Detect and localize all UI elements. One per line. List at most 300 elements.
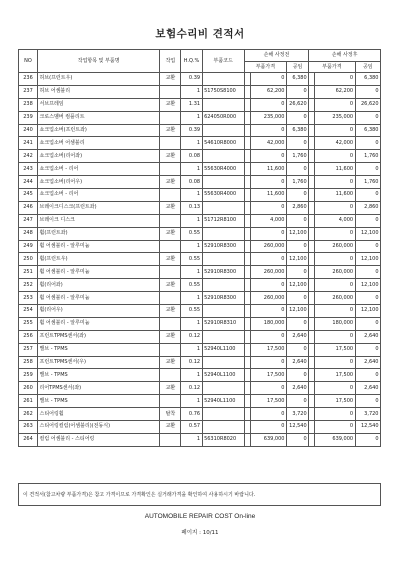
footnote: 이 견적서(참고차량 부품가격)은 참고 가격이므로 가격확인은 실거래가격을 확인하여 사용하시기 바랍니다. [18, 483, 381, 506]
row-hq: 1.31 [181, 98, 202, 111]
row-hq: 1 [181, 85, 202, 98]
row-hq: 0.76 [181, 408, 202, 421]
row-code: 52910R8300 [202, 292, 244, 305]
row-no: 251 [19, 266, 38, 279]
row-no: 255 [19, 317, 38, 330]
row-no: 242 [19, 150, 38, 163]
row-parts-after: 639,000 [315, 433, 355, 446]
row-code: 52910R8300 [202, 240, 244, 253]
row-item: 휠(리어우) [37, 305, 159, 318]
row-parts-after: 11,600 [315, 163, 355, 176]
row-labor-before: 6,380 [286, 73, 308, 86]
row-code [202, 330, 244, 343]
row-work [160, 433, 181, 446]
row-labor-before: 2,640 [286, 330, 308, 343]
row-work [160, 214, 181, 227]
row-labor-before: 26,620 [286, 98, 308, 111]
row-work: 교환 [160, 73, 181, 86]
row-parts-before: 180,000 [251, 317, 287, 330]
row-no: 250 [19, 253, 38, 266]
row-parts-before: 42,000 [251, 137, 287, 150]
row-work [160, 189, 181, 202]
row-parts-before: 0 [251, 176, 287, 189]
row-item: 쇼크업소버 - 리어 [37, 163, 159, 176]
row-code: 51712R8100 [202, 214, 244, 227]
row-work [160, 317, 181, 330]
row-parts-after: 0 [315, 201, 355, 214]
header-before-labor: 공임 [286, 62, 308, 73]
row-work: 교환 [160, 279, 181, 292]
row-work: 교환 [160, 356, 181, 369]
row-labor-before: 1,760 [286, 176, 308, 189]
row-work [160, 343, 181, 356]
row-parts-before: 235,000 [251, 111, 287, 124]
row-no: 240 [19, 124, 38, 137]
row-parts-after: 0 [315, 227, 355, 240]
row-parts-before: 639,000 [251, 433, 287, 446]
row-labor-before: 0 [286, 163, 308, 176]
table-row [19, 85, 381, 98]
row-work [160, 395, 181, 408]
row-work [160, 369, 181, 382]
row-work: 교환 [160, 176, 181, 189]
row-item: 휠 어셈블리 - 알루미늄 [37, 317, 159, 330]
row-item: 스티어링컬럼(어셈블리)(전동식) [37, 421, 159, 434]
row-item: 허브 어셈블리 [37, 85, 159, 98]
header-before-parts: 부품가격 [244, 62, 286, 73]
row-parts-before: 0 [251, 408, 287, 421]
row-labor-after: 1,760 [355, 150, 380, 163]
row-hq: 1 [181, 292, 202, 305]
row-parts-before: 4,000 [251, 214, 287, 227]
table-row [19, 266, 381, 279]
table-row [19, 382, 381, 395]
row-hq: 0.12 [181, 330, 202, 343]
row-hq: 1 [181, 240, 202, 253]
row-labor-after: 3,720 [355, 408, 380, 421]
row-work: 교환 [160, 253, 181, 266]
row-parts-before: 62,200 [251, 85, 287, 98]
row-parts-before: 0 [251, 98, 287, 111]
document-title: 보험수리비 견적서 [155, 28, 245, 40]
row-no: 241 [19, 137, 38, 150]
row-hq: 0.57 [181, 421, 202, 434]
row-work: 교환 [160, 382, 181, 395]
header-after-parts: 부품가격 [309, 62, 355, 73]
row-parts-after: 0 [315, 124, 355, 137]
header-no: NO [19, 50, 38, 73]
row-parts-before: 0 [251, 421, 287, 434]
row-parts-after: 17,500 [315, 369, 355, 382]
row-work [160, 111, 181, 124]
row-no: 264 [19, 433, 38, 446]
row-code [202, 124, 244, 137]
row-parts-after: 260,000 [315, 292, 355, 305]
row-labor-after: 2,860 [355, 201, 380, 214]
row-labor-after: 0 [355, 317, 380, 330]
row-code [202, 98, 244, 111]
row-labor-after: 0 [355, 189, 380, 202]
row-parts-before: 0 [251, 124, 287, 137]
row-item: 프런트TPMS센서(우) [37, 356, 159, 369]
row-hq: 0.08 [181, 176, 202, 189]
row-work [160, 240, 181, 253]
row-labor-before: 0 [286, 395, 308, 408]
row-parts-after: 0 [315, 421, 355, 434]
row-code [202, 227, 244, 240]
row-parts-before: 260,000 [251, 266, 287, 279]
row-hq: 1 [181, 369, 202, 382]
row-parts-before: 260,000 [251, 240, 287, 253]
page-number: 페이지 : 10/11 [181, 530, 219, 536]
row-no: 258 [19, 356, 38, 369]
table-row [19, 137, 381, 150]
table-row [19, 395, 381, 408]
row-no: 243 [19, 163, 38, 176]
table-row [19, 356, 381, 369]
row-labor-before: 0 [286, 343, 308, 356]
row-hq: 0.39 [181, 124, 202, 137]
row-hq: 1 [181, 163, 202, 176]
row-no: 236 [19, 73, 38, 86]
row-parts-after: 0 [315, 98, 355, 111]
row-labor-after: 6,380 [355, 124, 380, 137]
row-no: 262 [19, 408, 38, 421]
row-parts-before: 0 [251, 227, 287, 240]
row-labor-before: 0 [286, 240, 308, 253]
table-header [19, 50, 381, 73]
row-no: 254 [19, 305, 38, 318]
row-labor-before: 0 [286, 317, 308, 330]
row-parts-after: 0 [315, 330, 355, 343]
row-parts-after: 180,000 [315, 317, 355, 330]
row-parts-before: 0 [251, 253, 287, 266]
row-labor-after: 6,380 [355, 73, 380, 86]
row-no: 252 [19, 279, 38, 292]
table-body [19, 73, 381, 447]
row-labor-before: 1,760 [286, 150, 308, 163]
header-after: 손해 사정후 [309, 50, 381, 62]
row-parts-after: 260,000 [315, 266, 355, 279]
header-hq: H.Q.% [181, 50, 202, 73]
table-row [19, 330, 381, 343]
row-parts-after: 0 [315, 253, 355, 266]
row-hq: 1 [181, 189, 202, 202]
row-code: 55630R4000 [202, 163, 244, 176]
table-row [19, 201, 381, 214]
row-labor-before: 0 [286, 266, 308, 279]
row-labor-before: 12,100 [286, 305, 308, 318]
row-parts-after: 0 [315, 176, 355, 189]
row-item: 밸브 - TPMS [37, 369, 159, 382]
row-work: 교환 [160, 201, 181, 214]
row-no: 246 [19, 201, 38, 214]
row-labor-before: 0 [286, 111, 308, 124]
row-labor-before: 0 [286, 292, 308, 305]
row-labor-after: 0 [355, 214, 380, 227]
row-code: 51750S8100 [202, 85, 244, 98]
row-code: 52940L1100 [202, 395, 244, 408]
row-labor-before: 2,860 [286, 201, 308, 214]
row-labor-after: 2,640 [355, 356, 380, 369]
row-labor-after: 0 [355, 111, 380, 124]
table-row [19, 227, 381, 240]
row-parts-before: 0 [251, 356, 287, 369]
row-item: 밸브 - TPMS [37, 343, 159, 356]
row-no: 259 [19, 369, 38, 382]
row-work [160, 137, 181, 150]
row-hq: 1 [181, 214, 202, 227]
row-hq: 1 [181, 111, 202, 124]
row-labor-before: 2,640 [286, 382, 308, 395]
row-item: 허브(프런트우) [37, 73, 159, 86]
row-parts-after: 0 [315, 305, 355, 318]
row-work [160, 85, 181, 98]
row-no: 248 [19, 227, 38, 240]
row-parts-before: 11,600 [251, 163, 287, 176]
header-after-labor: 공임 [355, 62, 380, 73]
row-parts-before: 17,500 [251, 343, 287, 356]
row-work [160, 292, 181, 305]
row-parts-before: 0 [251, 73, 287, 86]
table-row [19, 98, 381, 111]
row-hq: 0.55 [181, 279, 202, 292]
row-labor-after: 0 [355, 240, 380, 253]
row-parts-after: 0 [315, 408, 355, 421]
row-labor-before: 0 [286, 369, 308, 382]
row-no: 261 [19, 395, 38, 408]
row-code [202, 382, 244, 395]
row-labor-before: 12,100 [286, 227, 308, 240]
row-hq: 0.08 [181, 150, 202, 163]
row-labor-before: 0 [286, 214, 308, 227]
row-parts-after: 260,000 [315, 240, 355, 253]
row-parts-after: 17,500 [315, 395, 355, 408]
row-code [202, 150, 244, 163]
table-row [19, 317, 381, 330]
table-row [19, 421, 381, 434]
row-no: 239 [19, 111, 38, 124]
row-item: 휠(프런트좌) [37, 227, 159, 240]
row-labor-after: 12,100 [355, 305, 380, 318]
row-hq: 1 [181, 137, 202, 150]
row-item: 휠(리어좌) [37, 279, 159, 292]
row-hq: 0.12 [181, 356, 202, 369]
row-item: 크로스멤버 컴플리트 [37, 111, 159, 124]
row-labor-after: 1,760 [355, 176, 380, 189]
table-row [19, 292, 381, 305]
row-item: 프런트TPMS센서(좌) [37, 330, 159, 343]
row-parts-before: 0 [251, 279, 287, 292]
row-parts-before: 0 [251, 150, 287, 163]
row-item: 브레이크 디스크 [37, 214, 159, 227]
table-row [19, 343, 381, 356]
row-labor-after: 12,100 [355, 227, 380, 240]
row-code [202, 279, 244, 292]
row-labor-before: 12,100 [286, 253, 308, 266]
table-row [19, 369, 381, 382]
row-hq: 1 [181, 343, 202, 356]
row-parts-after: 0 [315, 382, 355, 395]
row-no: 256 [19, 330, 38, 343]
row-parts-after: 42,000 [315, 137, 355, 150]
row-code: 55630R4000 [202, 189, 244, 202]
row-labor-after: 0 [355, 369, 380, 382]
row-labor-before: 2,640 [286, 356, 308, 369]
row-hq: 0.12 [181, 382, 202, 395]
row-no: 238 [19, 98, 38, 111]
row-work: 교환 [160, 305, 181, 318]
table-row [19, 433, 381, 446]
row-labor-before: 12,100 [286, 279, 308, 292]
row-item: 쇼크업소버(프런트좌) [37, 124, 159, 137]
row-labor-after: 12,100 [355, 279, 380, 292]
row-no: 263 [19, 421, 38, 434]
row-no: 244 [19, 176, 38, 189]
table-row [19, 124, 381, 137]
row-parts-after: 0 [315, 356, 355, 369]
table-row [19, 176, 381, 189]
row-parts-before: 260,000 [251, 292, 287, 305]
row-parts-before: 0 [251, 201, 287, 214]
row-hq: 0.55 [181, 227, 202, 240]
table-row [19, 189, 381, 202]
row-code [202, 408, 244, 421]
row-no: 249 [19, 240, 38, 253]
row-item: 컬럼 어셈블리 - 스티어링 [37, 433, 159, 446]
row-code: 52940L1100 [202, 343, 244, 356]
row-labor-before: 0 [286, 433, 308, 446]
row-work [160, 266, 181, 279]
row-code: 52910R8310 [202, 317, 244, 330]
row-parts-after: 17,500 [315, 343, 355, 356]
row-no: 245 [19, 189, 38, 202]
row-item: 브레이크디스크(프런트좌) [37, 201, 159, 214]
row-labor-before: 3,720 [286, 408, 308, 421]
row-item: 쇼크업소버 - 리어 [37, 189, 159, 202]
row-parts-after: 0 [315, 279, 355, 292]
row-item: 리어TPMS센서(좌) [37, 382, 159, 395]
row-labor-after: 0 [355, 292, 380, 305]
row-labor-after: 12,100 [355, 253, 380, 266]
row-code: 52940L1100 [202, 369, 244, 382]
row-work: 교환 [160, 98, 181, 111]
row-labor-after: 0 [355, 433, 380, 446]
row-labor-after: 0 [355, 85, 380, 98]
row-code [202, 305, 244, 318]
row-item: 휠(프런트우) [37, 253, 159, 266]
row-parts-before: 0 [251, 330, 287, 343]
row-item: 밸브 - TPMS [37, 395, 159, 408]
row-labor-after: 0 [355, 343, 380, 356]
row-parts-after: 235,000 [315, 111, 355, 124]
row-labor-after: 2,640 [355, 382, 380, 395]
row-parts-after: 0 [315, 150, 355, 163]
row-code [202, 176, 244, 189]
row-work: 교환 [160, 150, 181, 163]
row-labor-after: 2,640 [355, 330, 380, 343]
table-row [19, 305, 381, 318]
row-no: 253 [19, 292, 38, 305]
row-labor-before: 0 [286, 189, 308, 202]
estimate-table [18, 49, 381, 447]
row-labor-after: 26,620 [355, 98, 380, 111]
row-hq: 1 [181, 317, 202, 330]
row-code: 54610R8000 [202, 137, 244, 150]
row-hq: 0.55 [181, 305, 202, 318]
table-row [19, 163, 381, 176]
row-parts-after: 4,000 [315, 214, 355, 227]
row-item: 쇼크업소버 어셈블리 [37, 137, 159, 150]
row-parts-before: 17,500 [251, 395, 287, 408]
row-parts-before: 17,500 [251, 369, 287, 382]
row-item: 휠 어셈블리 - 알루미늄 [37, 266, 159, 279]
row-labor-before: 0 [286, 85, 308, 98]
table-row [19, 150, 381, 163]
row-code [202, 201, 244, 214]
header-code: 부품코드 [202, 50, 244, 73]
row-parts-before: 11,600 [251, 189, 287, 202]
row-item: 쇼크업소버(리어좌) [37, 150, 159, 163]
row-work [160, 163, 181, 176]
row-item: 휠 어셈블리 - 알루미늄 [37, 292, 159, 305]
header-item: 작업항목 및 부품명 [37, 50, 159, 73]
table-row [19, 214, 381, 227]
row-labor-before: 0 [286, 137, 308, 150]
row-work: 탈착 [160, 408, 181, 421]
row-labor-after: 12,540 [355, 421, 380, 434]
table-row [19, 253, 381, 266]
row-parts-before: 0 [251, 382, 287, 395]
row-item: 쇼크업소버(리어우) [37, 176, 159, 189]
row-labor-after: 0 [355, 137, 380, 150]
row-no: 257 [19, 343, 38, 356]
row-labor-after: 0 [355, 163, 380, 176]
header-work: 작업 [160, 50, 181, 73]
table-row [19, 279, 381, 292]
row-no: 260 [19, 382, 38, 395]
header-before: 손해 사정전 [244, 50, 308, 62]
row-item: 휠 어셈블리 - 알루미늄 [37, 240, 159, 253]
row-hq: 0.39 [181, 73, 202, 86]
row-code: 52910R8300 [202, 266, 244, 279]
row-hq: 0.55 [181, 253, 202, 266]
row-no: 247 [19, 214, 38, 227]
row-work: 교환 [160, 421, 181, 434]
row-parts-after: 11,600 [315, 189, 355, 202]
footer-brand: AUTOMOBILE REPAIR COST On-line [144, 513, 256, 520]
row-hq: 1 [181, 433, 202, 446]
row-parts-before: 0 [251, 305, 287, 318]
row-code [202, 421, 244, 434]
table-row [19, 111, 381, 124]
row-hq: 0.13 [181, 201, 202, 214]
row-labor-after: 0 [355, 395, 380, 408]
row-work: 교환 [160, 227, 181, 240]
row-work: 교환 [160, 330, 181, 343]
row-code [202, 253, 244, 266]
row-code: 624050R000 [202, 111, 244, 124]
row-code: 56310R8020 [202, 433, 244, 446]
table-row [19, 73, 381, 86]
row-hq: 1 [181, 266, 202, 279]
row-labor-after: 0 [355, 266, 380, 279]
row-work: 교환 [160, 124, 181, 137]
table-row [19, 408, 381, 421]
row-parts-after: 62,200 [315, 85, 355, 98]
row-hq: 1 [181, 395, 202, 408]
row-labor-before: 12,540 [286, 421, 308, 434]
